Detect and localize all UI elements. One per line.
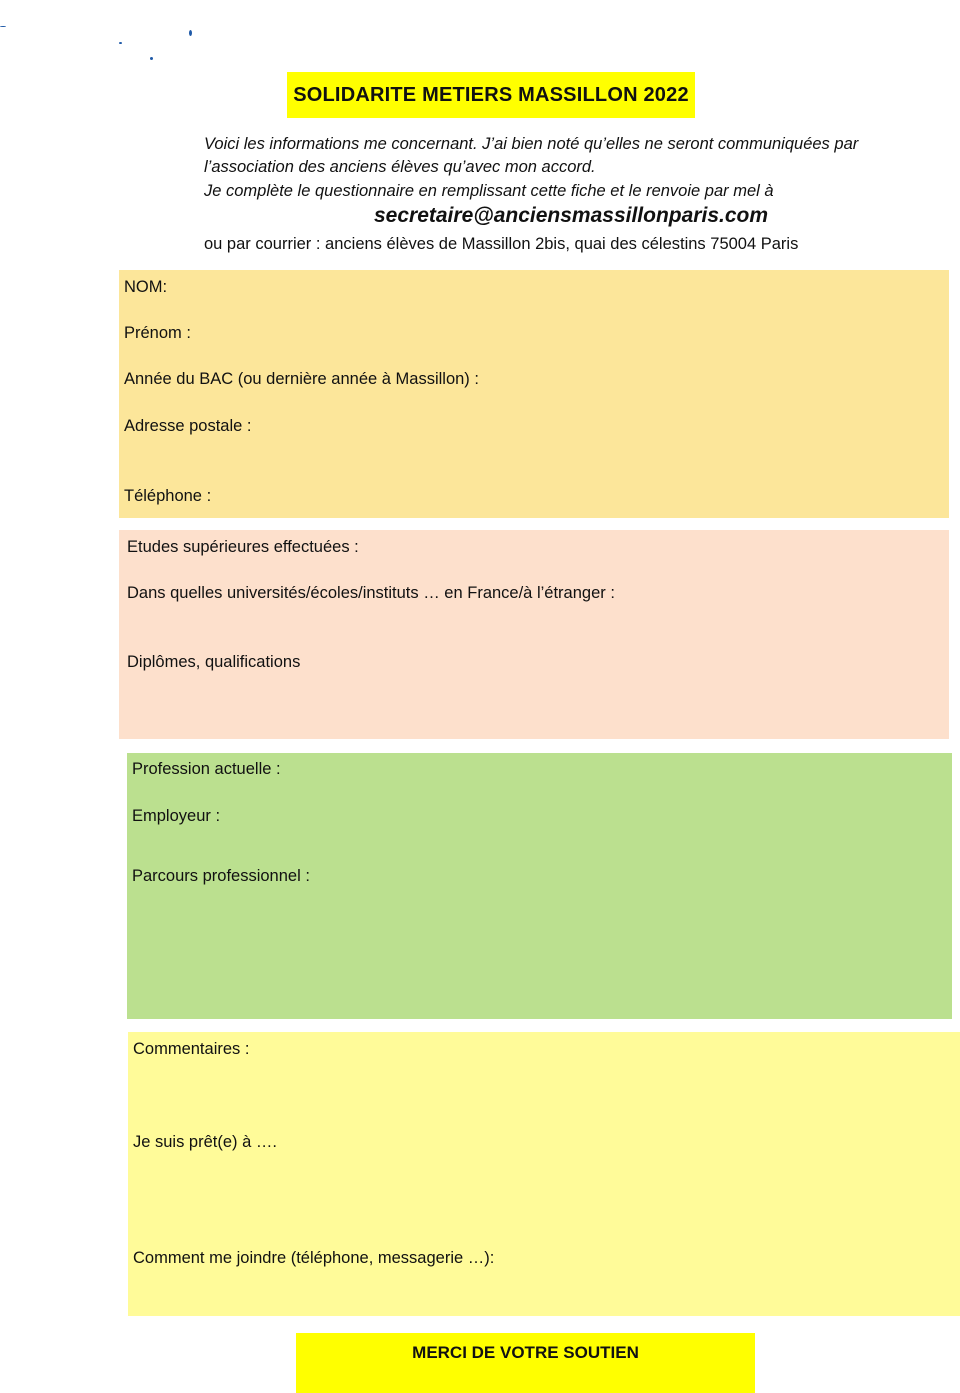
intro-line-1: Voici les informations me concernant. J’ai bien noté qu’elles ne seront communiquées par [204,135,859,153]
pret-label: Je suis prêt(e) à …. [133,1133,277,1151]
etudes-label: Etudes supérieures effectuées : [127,538,359,556]
intro-line-3: Je complète le questionnaire en remplissant cette fiche et le renvoie par mel à [204,182,774,200]
footer-label: MERCI DE VOTRE SOUTIEN [412,1343,639,1362]
commentaires-label: Commentaires : [133,1040,250,1058]
parcours-label: Parcours professionnel : [132,867,310,885]
diplomes-label: Diplômes, qualifications [127,653,301,671]
adresse-label: Adresse postale : [124,417,252,435]
logo-fragment [0,26,6,27]
nom-label: NOM: [124,278,168,296]
employeur-label: Employeur : [132,807,221,825]
page-title [287,72,695,118]
logo-fragment [150,57,153,60]
contact-email[interactable]: secretaire@anciensmassillonparis.com [374,204,769,227]
intro-line-2: l’association des anciens élèves qu’avec mon accord. [204,158,596,176]
page-title-text: SOLIDARITE METIERS MASSILLON 2022 [293,83,689,106]
telephone-label: Téléphone : [124,487,212,505]
comments-section [128,1032,960,1316]
profession-section [127,753,952,1019]
identity-section [119,270,949,518]
profession-label: Profession actuelle : [132,760,281,778]
postal-address: ou par courrier : anciens élèves de Massillon 2bis, quai des célestins 75004 Paris [204,235,799,253]
logo-fragment [119,42,122,44]
joindre-label: Comment me joindre (téléphone, messagerie …): [133,1249,495,1267]
logo-fragment [189,30,192,36]
lieux-label: Dans quelles universités/écoles/instituts … en France/à l’étranger : [127,584,615,602]
prenom-label: Prénom : [124,324,191,342]
annee-bac-label: Année du BAC (ou dernière année à Massillon) : [124,370,479,388]
footer-banner [296,1333,755,1393]
studies-section [119,530,949,739]
